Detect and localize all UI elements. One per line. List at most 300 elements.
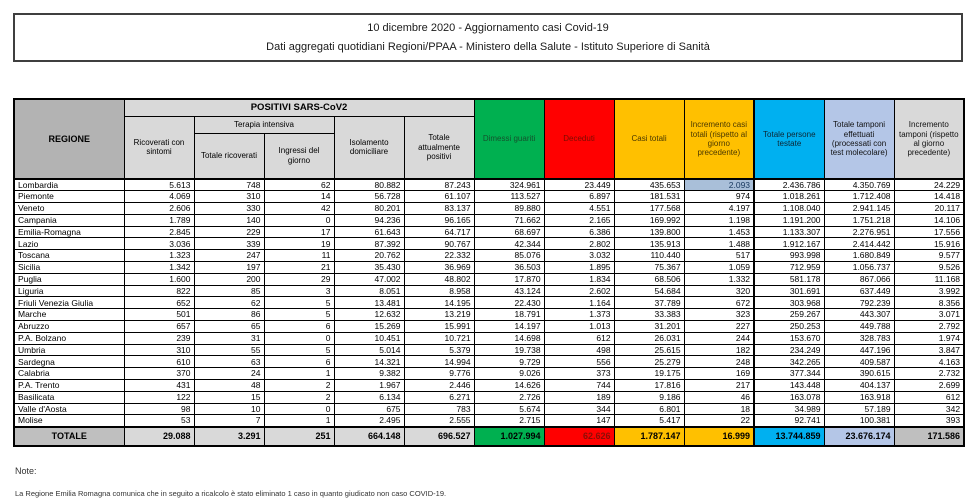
value-cell: 9.577 [894,250,964,262]
value-cell: 324.961 [474,179,544,191]
value-cell: 6.801 [614,403,684,415]
value-cell: 1.974 [894,332,964,344]
value-cell: 89.880 [474,203,544,215]
value-cell: 182 [684,344,754,356]
value-cell: 85 [194,285,264,297]
value-cell: 139.800 [614,226,684,238]
value-cell: 14.321 [334,356,404,368]
table-row [14,273,964,285]
value-cell: 20.762 [334,250,404,262]
value-cell: 1.059 [684,262,754,274]
value-cell: 9.026 [474,368,544,380]
value-cell: 792.239 [824,297,894,309]
value-cell: 55 [194,344,264,356]
value-cell: 0 [264,214,334,226]
value-cell: 675 [334,403,404,415]
value-cell: 10 [194,403,264,415]
value-cell: 18.791 [474,309,544,321]
value-cell: 12.632 [334,309,404,321]
value-cell: 5.014 [334,344,404,356]
header-totale-ricoverati: Totale ricoverati [194,133,264,179]
header-positivi-group: POSITIVI SARS-CoV2 [124,99,474,116]
value-cell: 748 [194,179,264,191]
table-row [14,368,964,380]
value-cell: 29 [264,273,334,285]
value-cell: 87.392 [334,238,404,250]
value-cell: 3.032 [544,250,614,262]
value-cell: 250.253 [754,321,824,333]
table-row [14,226,964,238]
value-cell: 147 [544,415,614,427]
value-cell: 83.137 [404,203,474,215]
value-cell: 8.958 [404,285,474,297]
value-cell: 43.124 [474,285,544,297]
region-name-cell: Basilicata [14,391,124,403]
region-name-cell: Marche [14,309,124,321]
value-cell: 9.186 [614,391,684,403]
value-cell: 2.414.442 [824,238,894,250]
value-cell: 181.531 [614,191,684,203]
value-cell: 42.344 [474,238,544,250]
value-cell: 2.495 [334,415,404,427]
value-cell: 9.526 [894,262,964,274]
value-cell: 90.767 [404,238,474,250]
value-cell: 54.684 [614,285,684,297]
value-cell: 14.195 [404,297,474,309]
value-cell: 10.721 [404,332,474,344]
value-cell: 1.967 [334,380,404,392]
value-cell: 1.751.218 [824,214,894,226]
value-cell: 163.918 [824,391,894,403]
value-cell: 56.728 [334,191,404,203]
value-cell: 1.191.200 [754,214,824,226]
table-row [14,179,964,191]
value-cell: 229 [194,226,264,238]
value-cell: 75.367 [614,262,684,274]
value-cell: 6.134 [334,391,404,403]
table-row [14,262,964,274]
value-cell: 2.941.145 [824,203,894,215]
region-name-cell: Liguria [14,285,124,297]
value-cell: 2.436.786 [754,179,824,191]
value-cell: 3.992 [894,285,964,297]
value-cell: 3 [264,285,334,297]
value-cell: 1.895 [544,262,614,274]
value-cell: 31.201 [614,321,684,333]
value-cell: 57.189 [824,403,894,415]
value-cell: 1.332 [684,273,754,285]
region-name-cell: Friuli Venezia Giulia [14,297,124,309]
value-cell: 177.568 [614,203,684,215]
value-cell: 217 [684,380,754,392]
value-cell: 87.243 [404,179,474,191]
value-cell: 163.078 [754,391,824,403]
value-cell: 652 [124,297,194,309]
value-cell: 227 [684,321,754,333]
region-name-cell: Abruzzo [14,321,124,333]
value-cell: 301.691 [754,285,824,297]
value-cell: 68.506 [614,273,684,285]
header-regione: REGIONE [14,99,124,179]
value-cell: 344 [544,403,614,415]
value-cell: 1.712.408 [824,191,894,203]
value-cell: 0 [264,332,334,344]
value-cell: 22.332 [404,250,474,262]
value-cell: 15.269 [334,321,404,333]
value-cell: 1.373 [544,309,614,321]
value-cell: 5.613 [124,179,194,191]
value-cell: 25.279 [614,356,684,368]
value-cell: 2.792 [894,321,964,333]
value-cell: 1.342 [124,262,194,274]
value-cell: 259.267 [754,309,824,321]
value-cell: 135.913 [614,238,684,250]
value-cell: 4.551 [544,203,614,215]
value-cell: 2 [264,380,334,392]
table-row [14,415,964,427]
table-header [14,99,964,179]
header-tamponi-effettuati: Totale tamponi effettuati (processati con test molecolare) [824,99,894,179]
value-cell: 47.002 [334,273,404,285]
total-row [14,427,964,446]
value-cell: 2.165 [544,214,614,226]
value-cell: 234.249 [754,344,824,356]
value-cell: 1 [264,415,334,427]
value-cell: 200 [194,273,264,285]
region-name-cell: Veneto [14,203,124,215]
value-cell: 744 [544,380,614,392]
region-name-cell: Emilia-Romagna [14,226,124,238]
table-row [14,191,964,203]
value-cell: 34.989 [754,403,824,415]
value-cell: 342 [894,403,964,415]
value-cell: 63 [194,356,264,368]
total-value-cell: 1.787.147 [614,427,684,446]
value-cell: 4.197 [684,203,754,215]
value-cell: 431 [124,380,194,392]
value-cell: 23.449 [544,179,614,191]
value-cell: 17 [264,226,334,238]
total-value-cell: 664.148 [334,427,404,446]
table-row [14,285,964,297]
value-cell: 556 [544,356,614,368]
region-name-cell: Sardegna [14,356,124,368]
value-cell: 86 [194,309,264,321]
table-row [14,250,964,262]
value-cell: 373 [544,368,614,380]
value-cell: 110.440 [614,250,684,262]
value-cell: 62 [194,297,264,309]
value-cell: 42 [264,203,334,215]
region-name-cell: Toscana [14,250,124,262]
value-cell: 6 [264,356,334,368]
value-cell: 13.219 [404,309,474,321]
value-cell: 657 [124,321,194,333]
value-cell: 0 [264,403,334,415]
value-cell: 2.602 [544,285,614,297]
value-cell: 5 [264,309,334,321]
value-cell: 36.503 [474,262,544,274]
table-row [14,203,964,215]
value-cell: 2.845 [124,226,194,238]
covid-data-table [13,98,965,447]
value-cell: 501 [124,309,194,321]
header-casi-totali: Casi totali [614,99,684,179]
table-row [14,214,964,226]
value-cell: 96.165 [404,214,474,226]
value-cell: 1 [264,368,334,380]
value-cell: 4.163 [894,356,964,368]
table-row [14,332,964,344]
value-cell: 6.897 [544,191,614,203]
value-cell: 11 [264,250,334,262]
value-cell: 1.056.737 [824,262,894,274]
value-cell: 21 [264,262,334,274]
value-cell: 22 [684,415,754,427]
value-cell: 8.356 [894,297,964,309]
value-cell: 24 [194,368,264,380]
value-cell: 6 [264,321,334,333]
value-cell: 26.031 [614,332,684,344]
value-cell: 94.236 [334,214,404,226]
value-cell: 9.382 [334,368,404,380]
value-cell: 37.789 [614,297,684,309]
header-attualmente-positivi: Totale attualmente positivi [404,116,474,179]
value-cell: 17.870 [474,273,544,285]
value-cell: 1.013 [544,321,614,333]
value-cell: 92.741 [754,415,824,427]
value-cell: 197 [194,262,264,274]
value-cell: 323 [684,309,754,321]
value-cell: 19 [264,238,334,250]
table-row [14,238,964,250]
table-row [14,321,964,333]
header-persone-testate: Totale persone testate [754,99,824,179]
table-row [14,344,964,356]
value-cell: 36.969 [404,262,474,274]
value-cell: 64.717 [404,226,474,238]
value-cell: 404.137 [824,380,894,392]
header-incremento-tamponi: Incremento tamponi (rispetto al giorno precedente) [894,99,964,179]
value-cell: 25.615 [614,344,684,356]
value-cell: 783 [404,403,474,415]
header-deceduti: Deceduti [544,99,614,179]
value-cell: 390.615 [824,368,894,380]
region-name-cell: Sicilia [14,262,124,274]
report-title: 10 dicembre 2020 - Aggiornamento casi Covid-19 [367,22,609,34]
value-cell: 3.071 [894,309,964,321]
value-cell: 17.556 [894,226,964,238]
value-cell: 65 [194,321,264,333]
value-cell: 11.168 [894,273,964,285]
value-cell: 6.386 [544,226,614,238]
table-row [14,297,964,309]
value-cell: 71.662 [474,214,544,226]
value-cell: 17.816 [614,380,684,392]
value-cell: 8.051 [334,285,404,297]
region-name-cell: Valle d'Aosta [14,403,124,415]
value-cell: 1.018.261 [754,191,824,203]
region-name-cell: Piemonte [14,191,124,203]
value-cell: 330 [194,203,264,215]
value-cell: 1.453 [684,226,754,238]
value-cell: 435.653 [614,179,684,191]
value-cell: 18 [684,403,754,415]
header-ricoverati-sintomi: Ricoverati con sintomi [124,116,194,179]
value-cell: 14.698 [474,332,544,344]
total-value-cell: 3.291 [194,427,264,446]
value-cell: 328.783 [824,332,894,344]
value-cell: 712.959 [754,262,824,274]
value-cell: 2.732 [894,368,964,380]
value-cell: 143.448 [754,380,824,392]
value-cell: 310 [124,344,194,356]
table-row [14,356,964,368]
value-cell: 48 [194,380,264,392]
value-cell: 3.847 [894,344,964,356]
value-cell: 1.912.167 [754,238,824,250]
value-cell: 2.802 [544,238,614,250]
value-cell: 370 [124,368,194,380]
table-row [14,391,964,403]
total-value-cell: 251 [264,427,334,446]
value-cell: 610 [124,356,194,368]
value-cell: 612 [894,391,964,403]
header-incremento-casi: Incremento casi totali (rispetto al giorno precedente) [684,99,754,179]
table-row [14,403,964,415]
selected-value-cell: 2.093 [684,179,754,191]
value-cell: 113.527 [474,191,544,203]
header-isolamento: Isolamento domiciliare [334,116,404,179]
value-cell: 393 [894,415,964,427]
value-cell: 248 [684,356,754,368]
value-cell: 2.699 [894,380,964,392]
header-ingressi-giorno: Ingressi del giorno [264,133,334,179]
value-cell: 2.555 [404,415,474,427]
value-cell: 409.587 [824,356,894,368]
value-cell: 993.998 [754,250,824,262]
value-cell: 339 [194,238,264,250]
value-cell: 14.197 [474,321,544,333]
value-cell: 10.451 [334,332,404,344]
region-name-cell: P.A. Trento [14,380,124,392]
value-cell: 5.674 [474,403,544,415]
value-cell: 443.307 [824,309,894,321]
value-cell: 122 [124,391,194,403]
value-cell: 9.776 [404,368,474,380]
value-cell: 153.670 [754,332,824,344]
value-cell: 80.201 [334,203,404,215]
value-cell: 822 [124,285,194,297]
value-cell: 6.271 [404,391,474,403]
region-name-cell: Calabria [14,368,124,380]
value-cell: 189 [544,391,614,403]
region-name-cell: Puglia [14,273,124,285]
value-cell: 1.600 [124,273,194,285]
value-cell: 247 [194,250,264,262]
total-value-cell: 696.527 [404,427,474,446]
value-cell: 581.178 [754,273,824,285]
value-cell: 15 [194,391,264,403]
value-cell: 14.994 [404,356,474,368]
value-cell: 3.036 [124,238,194,250]
value-cell: 5 [264,344,334,356]
region-name-cell: Lombardia [14,179,124,191]
value-cell: 5.417 [614,415,684,427]
value-cell: 48.802 [404,273,474,285]
value-cell: 1.133.307 [754,226,824,238]
value-cell: 342.265 [754,356,824,368]
total-value-cell: 1.027.994 [474,427,544,446]
value-cell: 33.383 [614,309,684,321]
total-value-cell: 29.088 [124,427,194,446]
total-value-cell: 23.676.174 [824,427,894,446]
table-row [14,309,964,321]
value-cell: 2 [264,391,334,403]
header-dimessi-guariti: Dimessi guariti [474,99,544,179]
value-cell: 1.164 [544,297,614,309]
value-cell: 1.789 [124,214,194,226]
value-cell: 19.738 [474,344,544,356]
value-cell: 1.680.849 [824,250,894,262]
value-cell: 974 [684,191,754,203]
value-cell: 1.198 [684,214,754,226]
value-cell: 46 [684,391,754,403]
value-cell: 1.323 [124,250,194,262]
value-cell: 24.229 [894,179,964,191]
value-cell: 447.196 [824,344,894,356]
value-cell: 62 [264,179,334,191]
value-cell: 320 [684,285,754,297]
value-cell: 13.481 [334,297,404,309]
value-cell: 15.916 [894,238,964,250]
value-cell: 244 [684,332,754,344]
value-cell: 80.882 [334,179,404,191]
total-value-cell: 62.626 [544,427,614,446]
table-row [14,380,964,392]
value-cell: 4.069 [124,191,194,203]
note-text: La Regione Emilia Romagna comunica che in seguito a ricalcolo è stato eliminato 1 caso in quanto giudicato non caso COVID-19. [15,489,447,498]
value-cell: 867.066 [824,273,894,285]
region-name-cell: P.A. Bolzano [14,332,124,344]
value-cell: 85.076 [474,250,544,262]
title-box [13,13,963,62]
value-cell: 449.788 [824,321,894,333]
value-cell: 498 [544,344,614,356]
value-cell: 169 [684,368,754,380]
value-cell: 53 [124,415,194,427]
value-cell: 672 [684,297,754,309]
value-cell: 637.449 [824,285,894,297]
value-cell: 7 [194,415,264,427]
value-cell: 169.992 [614,214,684,226]
value-cell: 9.729 [474,356,544,368]
total-label-cell: TOTALE [14,427,124,446]
total-value-cell: 171.586 [894,427,964,446]
value-cell: 239 [124,332,194,344]
value-cell: 2.446 [404,380,474,392]
value-cell: 1.488 [684,238,754,250]
value-cell: 19.175 [614,368,684,380]
value-cell: 1.834 [544,273,614,285]
value-cell: 2.715 [474,415,544,427]
value-cell: 2.276.951 [824,226,894,238]
region-name-cell: Molise [14,415,124,427]
value-cell: 20.117 [894,203,964,215]
value-cell: 4.350.769 [824,179,894,191]
value-cell: 61.107 [404,191,474,203]
value-cell: 2.606 [124,203,194,215]
